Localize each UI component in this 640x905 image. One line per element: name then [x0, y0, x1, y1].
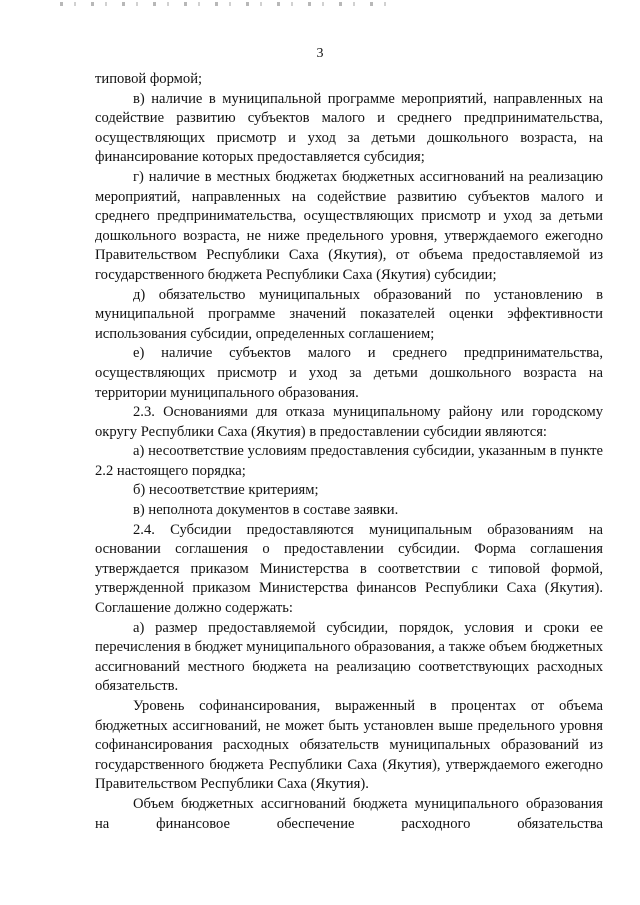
page-number: 3 — [316, 46, 324, 61]
paragraph-item-g: г) наличие в местных бюджетах бюджетных ассигнований на реализацию мероприятий, направленных на содействие развитию субъектов малого и среднего предпринимательства, осуществляющих присмотр и уход за детьми дошкольного возраста, не ниже предельного уровня, утверждаемого ежегодно Правительством Республики Саха (Якутия), от объема предоставляемой из государственного бюджета Республики Саха (Якутия) субсидии; — [95, 168, 603, 283]
paragraph-item-v: в) наличие в муниципальной программе мероприятий, направленных на содействие развитию субъектов малого и среднего предпринимательства, осуществляющих присмотр и уход за детьми дошкольного возраста, на финансирование которых предоставляется субсидия; — [95, 90, 603, 166]
document-body — [95, 70, 603, 834]
scan-artifact — [60, 2, 390, 6]
paragraph-2-3-b: б) несоответствие критериям; — [133, 482, 319, 499]
paragraph-item-d: д) обязательство муниципальных образований по установлению в муниципальной программе значений показателей оценки эффективности использования субсидии, определенных соглашением; — [95, 286, 603, 342]
paragraph-2-3-v: в) неполнота документов в составе заявки. — [133, 502, 399, 519]
paragraph-cofinancing-level: Уровень софинансирования, выраженный в процентах от объема бюджетных ассигнований, не может быть установлен выше предельного уровня софинансирования расходных обязательств муниципальных образований из государственного бюджета Республики Саха (Якутия), утверждаемого ежегодно Правительством Республики Саха (Якутия). — [95, 698, 603, 793]
paragraph-budget-volume: Объем бюджетных ассигнований бюджета муниципального образования на финансовое обеспечение расходного обязательства — [95, 795, 603, 832]
paragraph-2-4: 2.4. Субсидии предоставляются муниципальным образованиям на основании соглашения о предоставлении субсидии. Форма соглашения утверждается приказом Министерства в соответствии с типовой формой, утвержденной приказом Министерства финансов Республики Саха (Якутия). Соглашение должно содержать: — [95, 521, 603, 617]
paragraph-2-3: 2.3. Основаниями для отказа муниципальному району или городскому округу Республики Саха (Якутия) в предоставлении субсидии являются: — [95, 404, 603, 440]
paragraph-continuation: типовой формой; — [95, 71, 203, 87]
paragraph-2-4-a: а) размер предоставляемой субсидии, порядок, условия и сроки ее перечисления в бюджет муниципального образования, а также объем бюджетных ассигнований местного бюджета на реализацию соответствующих расходных обязательств. — [95, 619, 603, 695]
paragraph-2-3-a: а) несоответствие условиям предоставления субсидии, указанным в пункте 2.2 настоящего порядка; — [95, 443, 603, 479]
paragraph-item-e: е) наличие субъектов малого и среднего предпринимательства, осуществляющих присмотр и уход за детьми дошкольного возраста на территории муниципального образования. — [95, 345, 603, 401]
